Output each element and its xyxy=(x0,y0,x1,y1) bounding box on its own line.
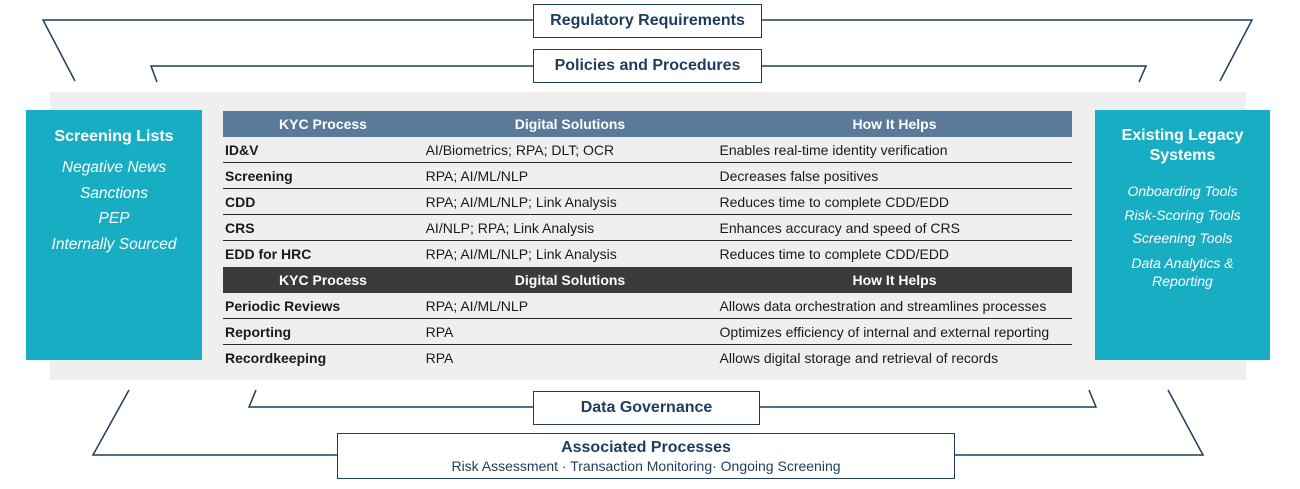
header-digital-solutions: Digital Solutions xyxy=(514,116,626,132)
digital-solutions-cell: RPA xyxy=(425,323,454,340)
legacy-item: Onboarding Tools xyxy=(1127,183,1238,199)
screening-item: Negative News xyxy=(61,159,167,176)
legacy-item: Screening Tools xyxy=(1132,230,1233,246)
legacy-systems-title: Existing Legacy Systems xyxy=(1121,127,1244,164)
digital-solutions-cell: RPA; AI/ML/NLP; Link Analysis xyxy=(425,246,617,262)
how-it-helps-cell: Enables real-time identity verification xyxy=(719,141,948,158)
outer-bottom-bracket-right xyxy=(955,390,1203,455)
how-it-helps-cell: Reduces time to complete CDD/EDD xyxy=(719,246,950,262)
digital-solutions-cell: RPA; AI/ML/NLP; Link Analysis xyxy=(425,193,617,210)
regulatory-requirements-label: Regulatory Requirements xyxy=(550,12,745,29)
legacy-systems-panel xyxy=(1095,110,1270,360)
associated-processes-box xyxy=(337,433,955,479)
how-it-helps-cell: Optimizes efficiency of internal and external reporting xyxy=(719,323,1050,340)
digital-solutions-cell: AI/Biometrics; RPA; DLT; OCR xyxy=(425,141,615,158)
inner-bottom-bracket-right xyxy=(760,390,1096,407)
how-it-helps-cell: Enhances accuracy and speed of CRS xyxy=(719,219,960,236)
legacy-item: Risk-Scoring Tools xyxy=(1124,206,1241,223)
legacy-item: Data Analytics & Reporting xyxy=(1131,254,1234,289)
associated-processes-title: Associated Processes xyxy=(561,439,731,456)
table-row xyxy=(223,189,1072,215)
outer-top-bracket-left xyxy=(43,20,533,81)
kyc-process-cell: Recordkeeping xyxy=(225,350,327,366)
data-governance-label: Data Governance xyxy=(580,399,713,416)
header-how-it-helps: How It Helps xyxy=(852,116,937,132)
outer-bottom-bracket-left xyxy=(93,390,337,455)
screening-lists-panel xyxy=(26,110,202,360)
table-row xyxy=(223,241,1072,267)
how-it-helps-cell: Decreases false positives xyxy=(719,167,879,184)
kyc-process-cell: CRS xyxy=(225,219,255,236)
digital-solutions-cell: RPA; AI/ML/NLP xyxy=(425,297,529,314)
table-row xyxy=(223,215,1072,241)
table-row xyxy=(223,137,1072,163)
how-it-helps-cell: Reduces time to complete CDD/EDD xyxy=(719,193,950,210)
inner-top-bracket-right xyxy=(762,66,1146,82)
kyc-process-cell: Screening xyxy=(225,167,293,184)
table-row xyxy=(223,345,1072,371)
policies-procedures-label: Policies and Procedures xyxy=(554,57,741,74)
kyc-process-cell: EDD for HRC xyxy=(225,246,312,262)
kyc-process-cell: ID&V xyxy=(225,141,259,158)
screening-lists-title: Screening Lists xyxy=(54,128,174,145)
screening-item: Internally Sourced xyxy=(51,235,177,253)
digital-solutions-cell: RPA; AI/ML/NLP xyxy=(425,167,529,184)
kyc-process-cell: Periodic Reviews xyxy=(225,297,341,314)
digital-solutions-cell: RPA xyxy=(425,350,454,366)
header-digital-solutions: Digital Solutions xyxy=(514,272,626,288)
how-it-helps-cell: Allows digital storage and retrieval of records xyxy=(719,350,999,366)
kyc-table xyxy=(223,111,1072,371)
table-header-primary xyxy=(223,111,1072,137)
table-row xyxy=(223,319,1072,345)
digital-solutions-cell: AI/NLP; RPA; Link Analysis xyxy=(425,219,595,236)
screening-item: Sanctions xyxy=(79,184,149,202)
associated-processes-items: Risk Assessment · Transaction Monitoring· Ongoing Screening xyxy=(451,458,841,474)
header-kyc-process: KYC Process xyxy=(279,116,367,132)
table-header-secondary xyxy=(223,267,1072,293)
header-how-it-helps: How It Helps xyxy=(852,272,937,288)
how-it-helps-cell: Allows data orchestration and streamlines processes xyxy=(719,297,1047,314)
policies-procedures-box xyxy=(533,49,762,83)
kyc-process-cell: CDD xyxy=(225,193,256,210)
kyc-process-cell: Reporting xyxy=(225,323,292,340)
regulatory-requirements-box xyxy=(533,4,762,38)
table-row xyxy=(223,293,1072,319)
inner-bottom-bracket-left xyxy=(249,390,533,407)
data-governance-box xyxy=(533,391,760,425)
outer-top-bracket-right xyxy=(762,20,1252,81)
table-row xyxy=(223,163,1072,189)
screening-item: PEP xyxy=(98,210,130,227)
header-kyc-process: KYC Process xyxy=(279,272,367,288)
inner-top-bracket-left xyxy=(151,66,533,82)
